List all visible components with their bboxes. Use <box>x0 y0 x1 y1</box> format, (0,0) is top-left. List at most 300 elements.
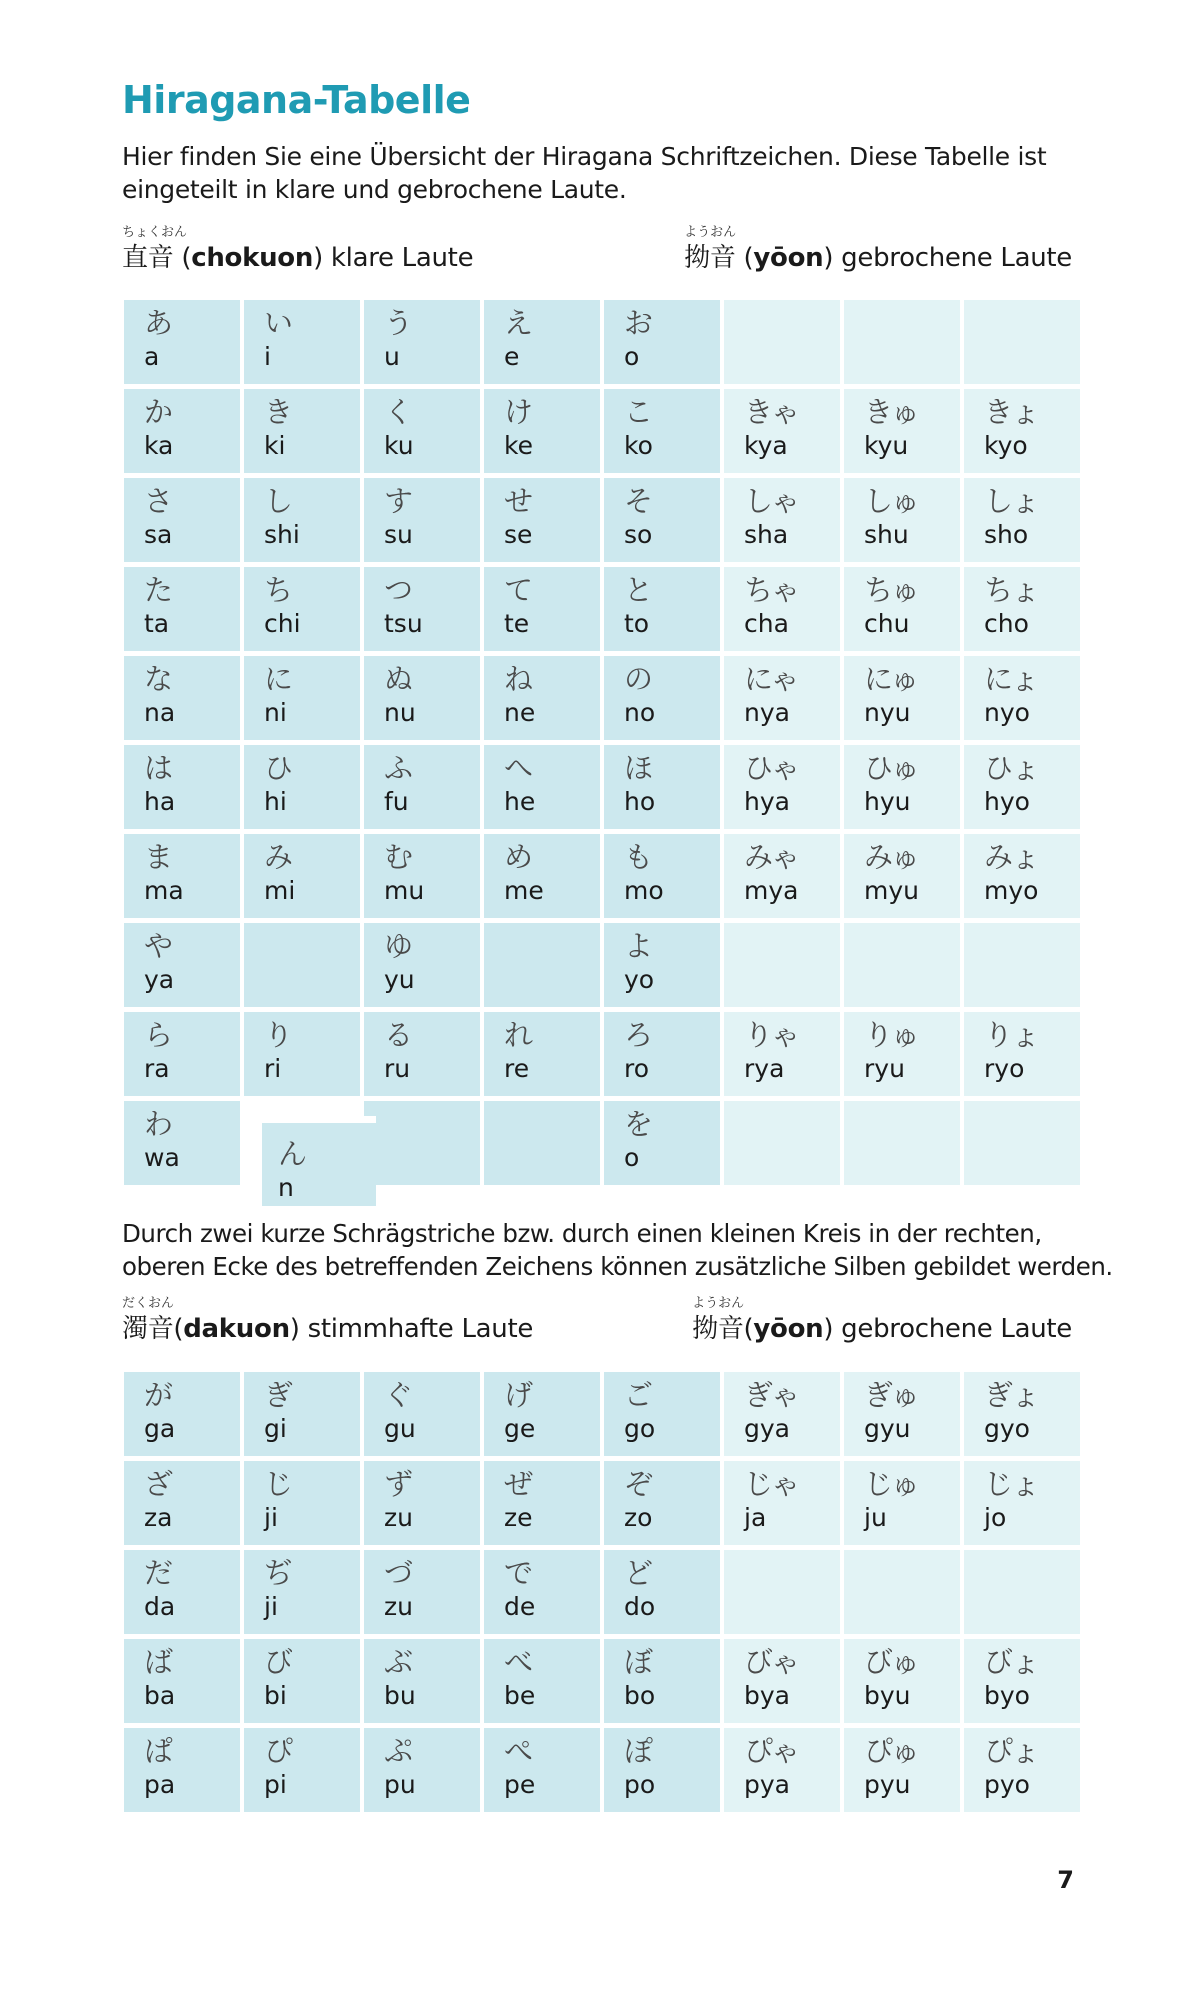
kana-char: か <box>144 395 172 429</box>
empty-cell <box>364 1101 480 1185</box>
kana-cell <box>484 300 600 384</box>
romaji: cha <box>744 609 789 638</box>
kana-cell <box>724 834 840 918</box>
kana-char: ぢ <box>264 1556 292 1590</box>
kana-char: に <box>264 662 292 696</box>
romaji: bya <box>744 1681 790 1710</box>
kana-cell <box>484 745 600 829</box>
kana-char: りゃ <box>744 1018 799 1052</box>
romaji: gyu <box>864 1414 911 1443</box>
kana-cell <box>484 1728 600 1812</box>
romaji: ro <box>624 1054 650 1083</box>
kana-char: を <box>624 1107 652 1141</box>
kana-cell <box>124 656 240 740</box>
kana-cell <box>964 834 1080 918</box>
heading-term-yoon-2: yōon <box>753 1314 824 1344</box>
kana-char: り <box>264 1018 292 1052</box>
romaji: yu <box>384 965 415 994</box>
kana-cell <box>604 1550 720 1634</box>
romaji: zu <box>384 1503 413 1532</box>
heading-desc-dakuon: stimmhafte Laute <box>299 1314 534 1344</box>
romaji: bo <box>624 1681 656 1710</box>
kana-cell <box>364 1550 480 1634</box>
heading-term-dakuon: dakuon <box>183 1314 290 1344</box>
romaji: mya <box>744 876 799 905</box>
romaji: myo <box>984 876 1039 905</box>
romaji: te <box>504 609 530 638</box>
kana-cell <box>364 1639 480 1723</box>
kana-char: は <box>144 751 172 785</box>
kana-char: み <box>264 840 292 874</box>
romaji: nya <box>744 698 790 727</box>
kana-cell-n <box>262 1116 376 1206</box>
kana-char: びゅ <box>864 1645 919 1679</box>
kana-cell <box>724 1372 840 1456</box>
kana-char: ぎゃ <box>744 1378 799 1412</box>
empty-cell <box>964 1550 1080 1634</box>
romaji: pa <box>144 1770 176 1799</box>
empty-cell <box>724 923 840 1007</box>
kana-cell <box>364 1728 480 1812</box>
kana-char: べ <box>504 1645 532 1679</box>
kana-char: ちゃ <box>744 573 799 607</box>
kana-cell <box>964 389 1080 473</box>
kana-cell <box>964 1639 1080 1723</box>
kana-cell <box>724 1461 840 1545</box>
romaji: sha <box>744 520 789 549</box>
kana-cell <box>244 745 360 829</box>
romaji: rya <box>744 1054 785 1083</box>
kana-cell <box>964 1461 1080 1545</box>
empty-cell <box>244 923 360 1007</box>
kana-cell <box>484 1550 600 1634</box>
kana-char: め <box>504 840 532 874</box>
kana-char: へ <box>504 751 532 785</box>
kana-cell <box>484 834 600 918</box>
romaji: me <box>504 876 544 905</box>
kanji-yoon-2: 拗音 <box>692 1314 744 1344</box>
kana-char: と <box>624 573 652 607</box>
romaji: ke <box>504 431 533 460</box>
kana-cell <box>364 389 480 473</box>
page-title: Hiragana-Tabelle <box>122 78 471 122</box>
romaji: go <box>624 1414 656 1443</box>
romaji: chu <box>864 609 910 638</box>
romaji: ru <box>384 1054 411 1083</box>
furigana-yoon-1: ようおん <box>684 225 737 240</box>
kana-cell <box>844 1012 960 1096</box>
heading-term-chokuon: chokuon <box>191 243 314 273</box>
kana-cell <box>604 389 720 473</box>
romaji: re <box>504 1054 530 1083</box>
empty-cell <box>844 923 960 1007</box>
romaji: ne <box>504 698 536 727</box>
kana-char: び <box>264 1645 292 1679</box>
kana-cell <box>604 1372 720 1456</box>
kana-cell <box>604 1012 720 1096</box>
romaji: pyo <box>984 1770 1030 1799</box>
romaji: be <box>504 1681 536 1710</box>
kana-cell <box>844 389 960 473</box>
kana-cell <box>724 1639 840 1723</box>
kana-char: ぷ <box>384 1734 412 1768</box>
kana-char: よ <box>624 929 652 963</box>
romaji: pi <box>264 1770 287 1799</box>
heading-term-yoon-1: yōon <box>753 243 824 273</box>
romaji: no <box>624 698 656 727</box>
kana-char: じ <box>264 1467 292 1501</box>
kana-cell <box>124 1728 240 1812</box>
kana-char: ぴ <box>264 1734 292 1768</box>
kana-cell <box>964 1728 1080 1812</box>
kana-cell <box>244 478 360 562</box>
romaji: wa <box>144 1143 180 1172</box>
kana-char: う <box>384 306 412 340</box>
romaji: hi <box>264 787 287 816</box>
kana-char: た <box>144 573 172 607</box>
kana-cell <box>604 1728 720 1812</box>
kana-cell <box>604 923 720 1007</box>
romaji: n <box>278 1173 294 1202</box>
romaji: bu <box>384 1681 416 1710</box>
romaji: ryu <box>864 1054 905 1083</box>
kana-cell <box>604 567 720 651</box>
kana-cell <box>484 1372 600 1456</box>
romaji: ha <box>144 787 176 816</box>
kana-cell <box>844 834 960 918</box>
kana-char: にゅ <box>864 662 918 696</box>
kana-char: い <box>264 306 292 340</box>
romaji: ji <box>264 1592 278 1621</box>
kana-cell <box>244 1728 360 1812</box>
romaji: sho <box>984 520 1029 549</box>
kana-char: こ <box>624 395 652 429</box>
kana-char: せ <box>504 484 532 518</box>
romaji: o <box>624 342 640 371</box>
kana-char: け <box>504 395 532 429</box>
romaji: ba <box>144 1681 176 1710</box>
kana-cell <box>244 1372 360 1456</box>
romaji: gu <box>384 1414 416 1443</box>
kana-char: く <box>384 395 412 429</box>
section-heading-chokuon: ちょくおん 直音 (chokuon) klare Laute <box>122 225 474 273</box>
kana-char: ぽ <box>624 1734 652 1768</box>
empty-cell <box>484 923 600 1007</box>
kana-char: る <box>384 1018 412 1052</box>
kana-char: ちゅ <box>864 573 919 607</box>
romaji: zo <box>624 1503 653 1532</box>
kana-char: にゃ <box>744 662 798 696</box>
romaji: i <box>264 342 271 371</box>
kana-cell <box>484 1639 600 1723</box>
kana-cell <box>124 389 240 473</box>
kana-char: ご <box>624 1378 652 1412</box>
kana-cell <box>484 656 600 740</box>
kana-cell <box>724 1012 840 1096</box>
kana-char: ぴゃ <box>744 1734 799 1768</box>
kana-cell <box>964 745 1080 829</box>
romaji: ya <box>144 965 175 994</box>
empty-cell <box>724 1101 840 1185</box>
section-heading-dakuon: だくおん 濁音(dakuon) stimmhafte Laute <box>122 1296 534 1344</box>
kana-cell <box>724 567 840 651</box>
kana-char: ち <box>264 573 292 607</box>
kana-cell <box>724 389 840 473</box>
kana-cell <box>844 656 960 740</box>
kana-char: びゃ <box>744 1645 799 1679</box>
romaji: de <box>504 1592 536 1621</box>
empty-cell <box>844 300 960 384</box>
kana-cell <box>364 745 480 829</box>
heading-desc-yoon-2: gebrochene Laute <box>833 1314 1072 1344</box>
kana-char: ぬ <box>384 662 412 696</box>
kana-char: れ <box>504 1018 532 1052</box>
kana-cell <box>604 478 720 562</box>
kana-cell <box>844 745 960 829</box>
kana-cell <box>844 567 960 651</box>
romaji: ju <box>864 1503 887 1532</box>
romaji: ryo <box>984 1054 1025 1083</box>
kana-cell <box>844 478 960 562</box>
romaji: so <box>624 520 653 549</box>
kana-cell <box>964 478 1080 562</box>
romaji: ji <box>264 1503 278 1532</box>
kana-char: みゃ <box>744 840 799 874</box>
romaji: sa <box>144 520 173 549</box>
romaji: hyu <box>864 787 911 816</box>
romaji: ri <box>264 1054 282 1083</box>
kana-char: わ <box>144 1107 172 1141</box>
kanji-dakuon: 濁音 <box>122 1314 174 1344</box>
romaji: ki <box>264 431 286 460</box>
kana-cell <box>724 656 840 740</box>
kana-char: ぴょ <box>984 1734 1039 1768</box>
kana-char: が <box>144 1378 172 1412</box>
romaji: byo <box>984 1681 1030 1710</box>
kana-cell <box>364 300 480 384</box>
romaji: da <box>144 1592 176 1621</box>
kana-char: お <box>624 306 652 340</box>
kana-cell <box>964 567 1080 651</box>
kanji-yoon-1: 拗音 <box>684 243 736 273</box>
kana-cell <box>724 1728 840 1812</box>
kana-char: き <box>264 395 292 429</box>
kana-cell <box>364 1012 480 1096</box>
romaji: ta <box>144 609 170 638</box>
romaji: pyu <box>864 1770 911 1799</box>
kana-cell <box>484 478 600 562</box>
romaji: o <box>624 1143 640 1172</box>
romaji: bi <box>264 1681 287 1710</box>
furigana-dakuon: だくおん <box>122 1296 175 1311</box>
romaji: pe <box>504 1770 536 1799</box>
kana-char: ぼ <box>624 1645 652 1679</box>
kana-cell <box>124 1372 240 1456</box>
kana-cell <box>604 745 720 829</box>
kana-char: ぎょ <box>984 1378 1039 1412</box>
kana-char: みゅ <box>864 840 919 874</box>
kana-char: て <box>504 573 532 607</box>
kana-char: ざ <box>144 1467 172 1501</box>
romaji: yo <box>624 965 655 994</box>
kana-char: ば <box>144 1645 172 1679</box>
kana-char: じゅ <box>864 1467 919 1501</box>
romaji: zu <box>384 1592 413 1621</box>
kana-cell <box>604 834 720 918</box>
kana-char: ぜ <box>504 1467 532 1501</box>
romaji: chi <box>264 609 301 638</box>
kana-char: きゃ <box>744 395 799 429</box>
romaji: ku <box>384 431 414 460</box>
romaji: mo <box>624 876 664 905</box>
kana-cell <box>604 1639 720 1723</box>
kana-char: ぞ <box>624 1467 652 1501</box>
romaji: ni <box>264 698 287 727</box>
kana-cell <box>244 1012 360 1096</box>
kana-cell <box>484 567 600 651</box>
romaji: su <box>384 520 413 549</box>
kana-cell <box>604 1461 720 1545</box>
romaji: myu <box>864 876 919 905</box>
romaji: do <box>624 1592 656 1621</box>
romaji: e <box>504 342 520 371</box>
empty-cell <box>964 300 1080 384</box>
kana-char: ひ <box>264 751 292 785</box>
kana-cell <box>124 745 240 829</box>
kana-char: にょ <box>984 662 1038 696</box>
kanji-chokuon: 直音 <box>122 243 174 273</box>
kana-cell <box>124 1012 240 1096</box>
romaji: se <box>504 520 533 549</box>
kana-char: ふ <box>384 751 412 785</box>
kana-cell <box>124 567 240 651</box>
kana-cell <box>244 1550 360 1634</box>
empty-cell <box>484 1101 600 1185</box>
kana-char: りゅ <box>864 1018 919 1052</box>
romaji: ka <box>144 431 174 460</box>
romaji: u <box>384 342 400 371</box>
kana-cell <box>244 656 360 740</box>
kana-char: しゃ <box>744 484 799 518</box>
kana-cell <box>964 656 1080 740</box>
kana-char: つ <box>384 573 412 607</box>
kana-char: ど <box>624 1556 652 1590</box>
kana-char: みょ <box>984 840 1039 874</box>
romaji: hya <box>744 787 790 816</box>
kana-cell <box>364 834 480 918</box>
kana-cell <box>364 1461 480 1545</box>
kana-cell <box>604 656 720 740</box>
kana-char: ね <box>504 662 532 696</box>
kana-cell <box>124 834 240 918</box>
kana-char: ちょ <box>984 573 1039 607</box>
romaji: ja <box>744 1503 767 1532</box>
kana-cell <box>484 1461 600 1545</box>
kana-char: じょ <box>984 1467 1039 1501</box>
romaji: fu <box>384 787 409 816</box>
furigana-chokuon: ちょくおん <box>122 225 188 240</box>
romaji: hyo <box>984 787 1030 816</box>
romaji: to <box>624 609 650 638</box>
kana-char: づ <box>384 1556 412 1590</box>
kana-char: ま <box>144 840 172 874</box>
romaji: gi <box>264 1414 287 1443</box>
section-heading-yoon-1: ようおん 拗音 (yōon) gebrochene Laute <box>684 225 1072 273</box>
kana-char: りょ <box>984 1018 1039 1052</box>
romaji: gyo <box>984 1414 1030 1443</box>
kana-char: ぱ <box>144 1734 172 1768</box>
page-number: 7 <box>1057 1866 1074 1894</box>
kana-char: ぶ <box>384 1645 412 1679</box>
kana-char: だ <box>144 1556 172 1590</box>
kana-cell <box>364 567 480 651</box>
kana-char: の <box>624 662 652 696</box>
kana-cell <box>124 1550 240 1634</box>
romaji: za <box>144 1503 173 1532</box>
kana-cell <box>364 656 480 740</box>
kana-cell <box>484 389 600 473</box>
kana-char: ぎ <box>264 1378 292 1412</box>
diacritics-paragraph: Durch zwei kurze Schrägstriche bzw. durch einen kleinen Kreis in der rechten, oberen Ecke des betreffenden Zeichens können zusätzliche Silben gebildet werden. <box>122 1219 1113 1281</box>
romaji: ko <box>624 431 653 460</box>
romaji: pya <box>744 1770 790 1799</box>
kana-char: ず <box>384 1467 412 1501</box>
kana-char: む <box>384 840 412 874</box>
kana-cell <box>124 300 240 384</box>
kana-cell <box>844 1372 960 1456</box>
intro-paragraph: Hier finden Sie eine Übersicht der Hiragana Schriftzeichen. Diese Tabelle ist eingeteilt in klare und gebrochene Laute. <box>122 142 1047 204</box>
section-heading-yoon-2: ようおん 拗音(yōon) gebrochene Laute <box>692 1296 1072 1344</box>
kana-cell <box>844 1639 960 1723</box>
kana-char: も <box>624 840 652 874</box>
kana-cell <box>364 478 480 562</box>
kana-char: げ <box>504 1378 532 1412</box>
furigana-yoon-2: ようおん <box>692 1296 745 1311</box>
kana-cell <box>244 834 360 918</box>
romaji: ra <box>144 1054 170 1083</box>
kana-char: ぴゅ <box>864 1734 919 1768</box>
romaji: na <box>144 698 176 727</box>
kana-cell <box>124 478 240 562</box>
kana-cell <box>244 1639 360 1723</box>
kana-char: で <box>504 1556 532 1590</box>
kana-char: あ <box>144 306 172 340</box>
kana-cell <box>964 1012 1080 1096</box>
kana-cell <box>364 923 480 1007</box>
romaji: ga <box>144 1414 176 1443</box>
kana-cell <box>484 1012 600 1096</box>
kana-char: ぎゅ <box>864 1378 919 1412</box>
kana-char: や <box>144 929 172 963</box>
kana-char: す <box>384 484 412 518</box>
romaji: jo <box>984 1503 1007 1532</box>
romaji: cho <box>984 609 1029 638</box>
kana-cell <box>124 923 240 1007</box>
romaji: nyu <box>864 698 911 727</box>
kana-char: さ <box>144 484 172 518</box>
kana-char: ひゅ <box>864 751 919 785</box>
romaji: he <box>504 787 536 816</box>
romaji: ma <box>144 876 184 905</box>
kana-cell <box>964 1372 1080 1456</box>
empty-cell <box>964 923 1080 1007</box>
heading-desc-yoon-1: gebrochene Laute <box>833 243 1072 273</box>
kana-cell <box>124 1461 240 1545</box>
kana-char: ゆ <box>384 929 412 963</box>
romaji: ge <box>504 1414 536 1443</box>
kana-cell <box>724 478 840 562</box>
kana-char: し <box>264 484 292 518</box>
